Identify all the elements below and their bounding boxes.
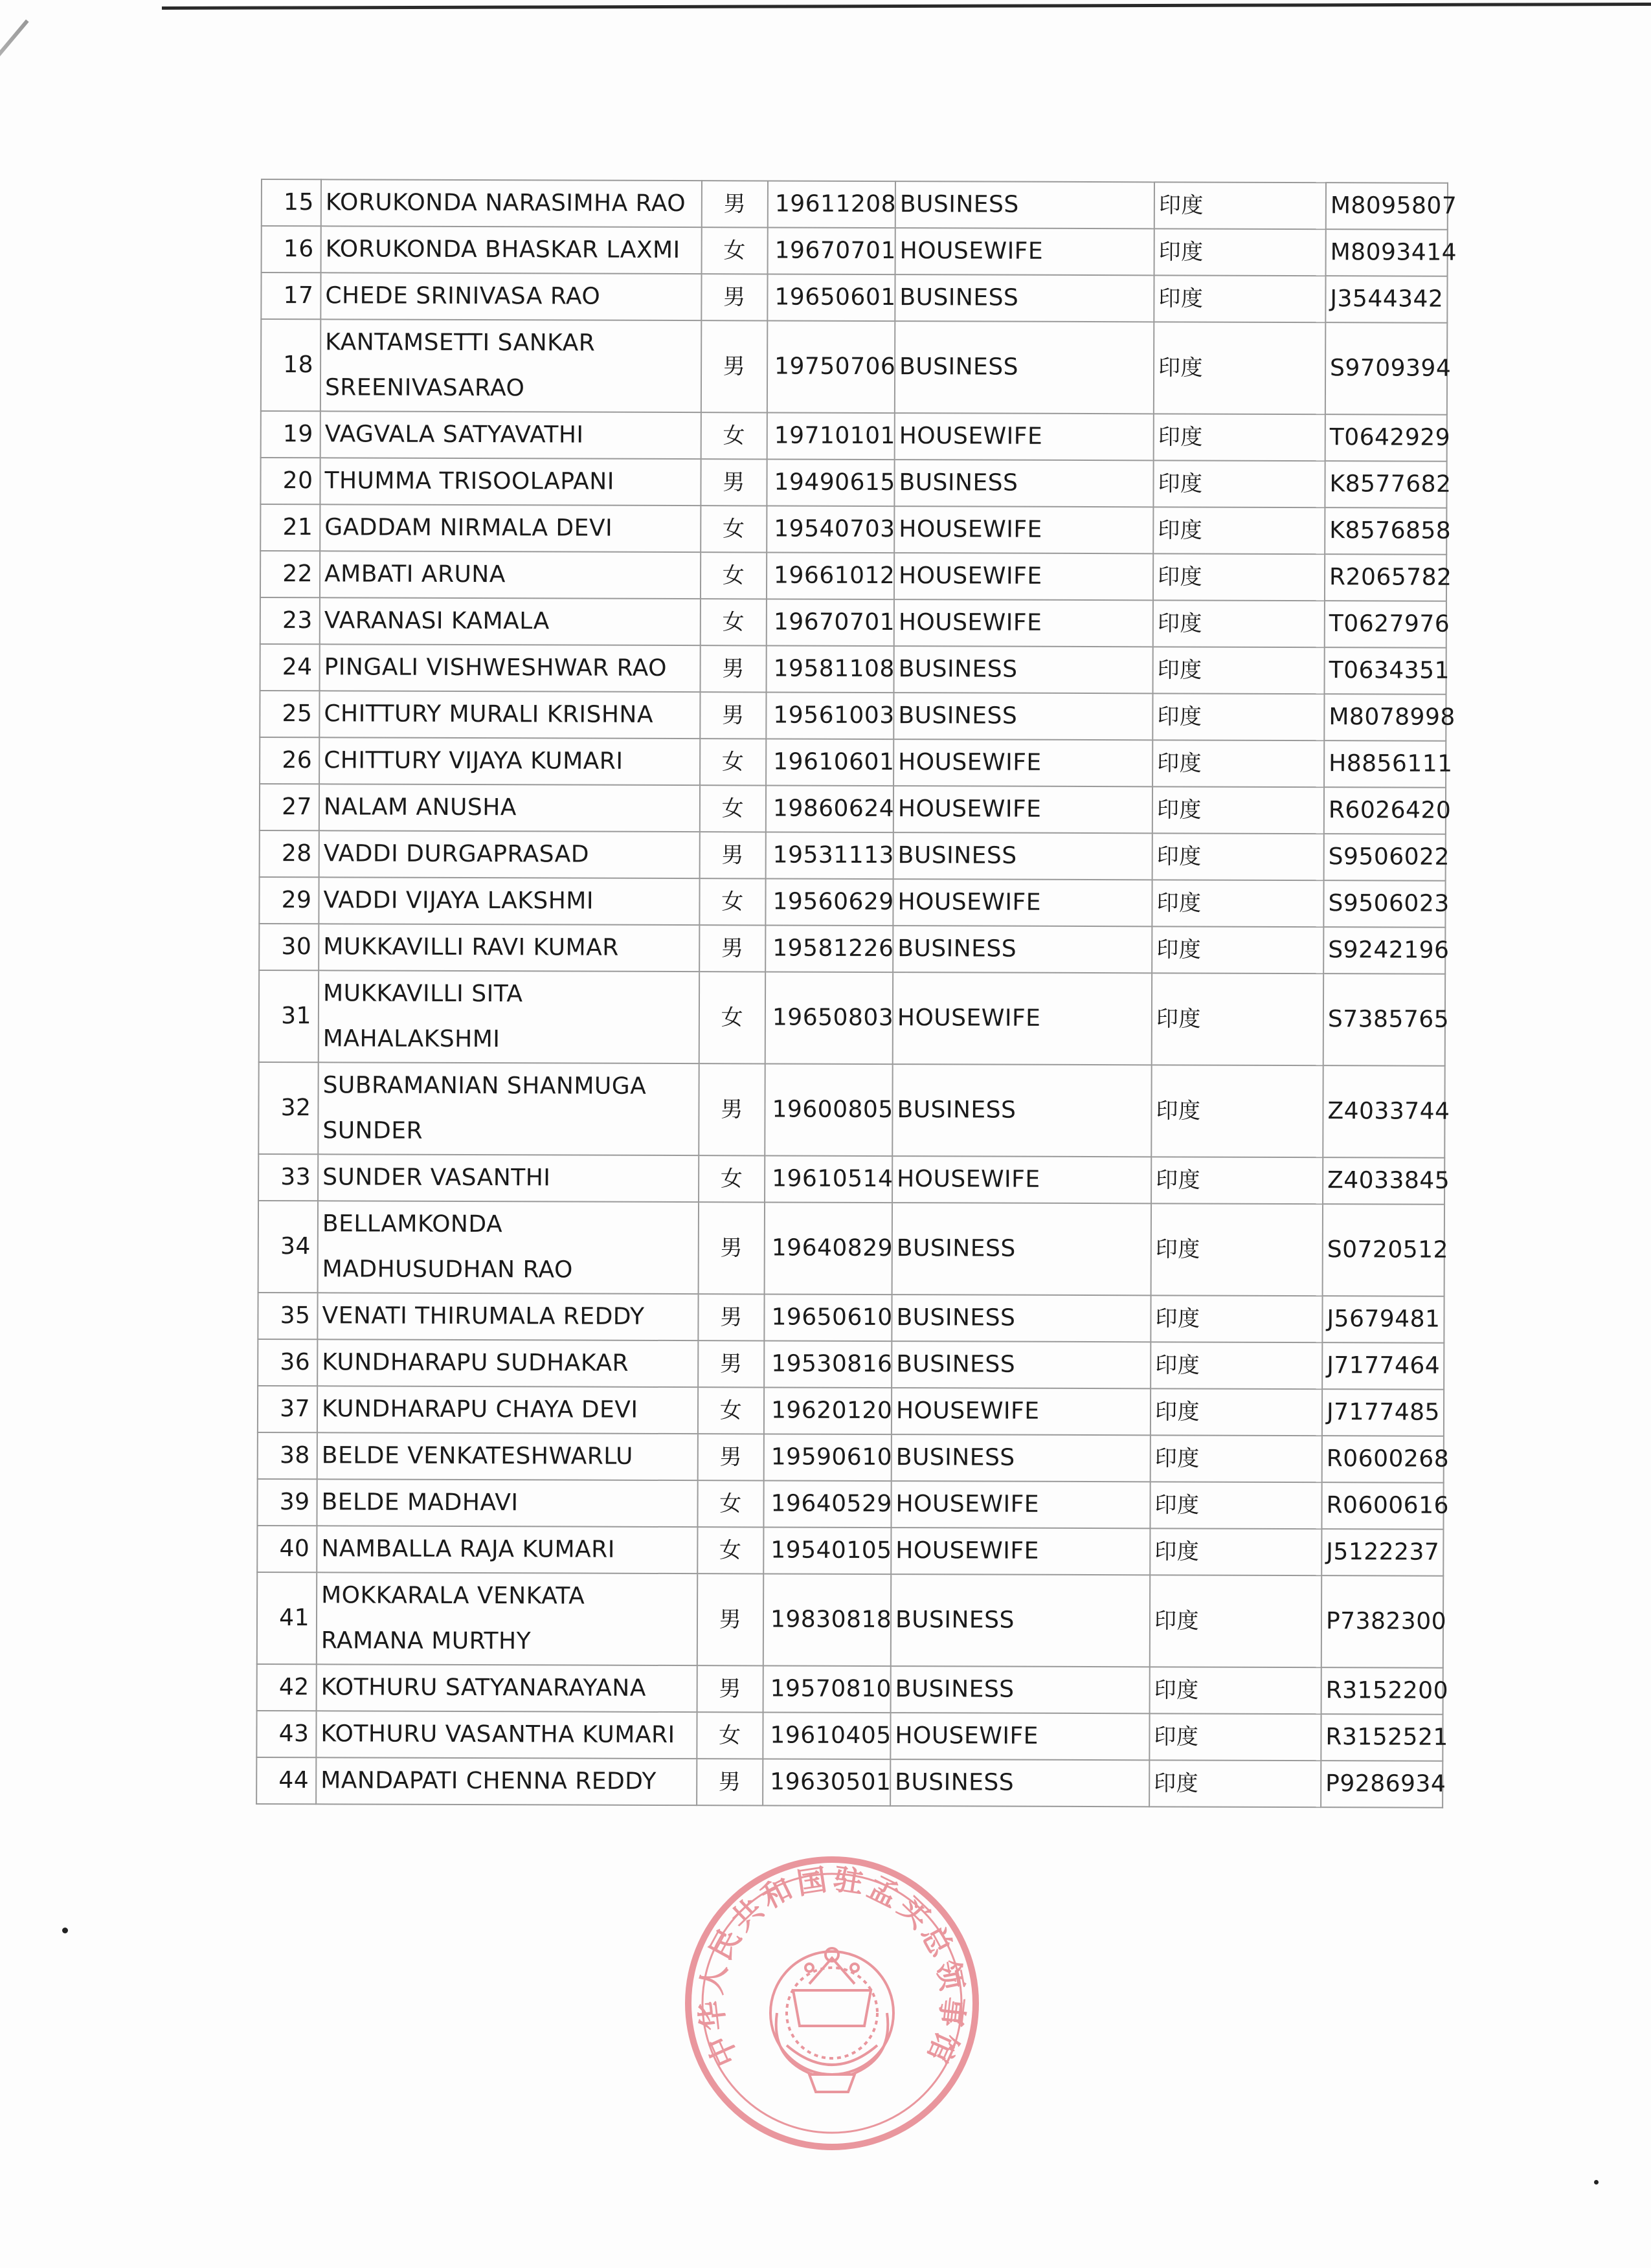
passport-number: R0600616 xyxy=(1321,1482,1443,1529)
birth-date: 19581226 xyxy=(765,925,893,972)
birth-date: 19610405 xyxy=(763,1712,890,1759)
gender-cell: 女 xyxy=(700,785,766,832)
traveler-name: PINGALI VISHWESHWAR RAO xyxy=(320,644,701,692)
row-number: 19 xyxy=(261,411,320,458)
table-row xyxy=(259,924,1445,974)
table-row xyxy=(260,784,1446,834)
nationality: 印度 xyxy=(1152,693,1324,740)
scan-edge-top xyxy=(162,3,1651,19)
gender-cell: 女 xyxy=(701,552,767,599)
scan-edge-left xyxy=(0,19,29,171)
occupation: BUSINESS xyxy=(892,1295,1151,1342)
nationality: 印度 xyxy=(1149,1713,1321,1761)
gender-cell: 男 xyxy=(699,925,765,972)
occupation: HOUSEWIFE xyxy=(894,506,1153,553)
row-number: 27 xyxy=(260,784,319,830)
birth-date: 19570810 xyxy=(763,1665,891,1713)
table-row xyxy=(261,319,1447,415)
row-number: 15 xyxy=(262,179,321,226)
table-row xyxy=(258,1432,1444,1483)
row-number: 40 xyxy=(257,1526,317,1572)
traveler-name: KORUKONDA BHASKAR LAXMI xyxy=(321,226,702,274)
passport-number: J7177464 xyxy=(1322,1342,1444,1390)
occupation: HOUSEWIFE xyxy=(893,739,1152,786)
occupation: BUSINESS xyxy=(893,926,1152,973)
table-row xyxy=(262,226,1448,276)
traveler-name: GADDAM NIRMALA DEVI xyxy=(320,504,701,552)
birth-date: 19600805 xyxy=(765,1063,892,1156)
occupation: HOUSEWIFE xyxy=(894,553,1153,600)
traveler-name: BELLAMKONDA MADHUSUDHAN RAO xyxy=(318,1201,699,1294)
row-number: 18 xyxy=(261,319,320,411)
occupation: HOUSEWIFE xyxy=(891,1481,1150,1528)
traveler-name: KOTHURU VASANTHA KUMARI xyxy=(316,1711,697,1759)
passport-number: Z4033845 xyxy=(1323,1157,1444,1205)
nationality: 印度 xyxy=(1153,507,1325,554)
gender-cell: 男 xyxy=(700,832,766,878)
row-number: 33 xyxy=(258,1154,318,1201)
table-row xyxy=(258,1062,1444,1158)
occupation: HOUSEWIFE xyxy=(891,1528,1150,1575)
table-row xyxy=(258,1154,1444,1205)
table-row xyxy=(261,272,1447,323)
occupation: BUSINESS xyxy=(890,1759,1149,1807)
row-number: 34 xyxy=(258,1201,318,1293)
row-number: 30 xyxy=(259,924,319,970)
traveler-name: BELDE MADHAVI xyxy=(317,1479,697,1527)
nationality: 印度 xyxy=(1153,600,1325,647)
birth-date: 19490615 xyxy=(767,459,894,506)
passport-number: J3544342 xyxy=(1325,276,1447,323)
table-row xyxy=(258,1339,1444,1390)
occupation: HOUSEWIFE xyxy=(890,1713,1149,1760)
passenger-roster-table xyxy=(256,179,1457,1808)
traveler-name: KOTHURU SATYANARAYANA xyxy=(317,1664,697,1712)
table-row xyxy=(259,877,1445,928)
birth-date: 19670701 xyxy=(767,599,894,646)
row-number: 37 xyxy=(258,1386,317,1432)
passport-number: S0720512 xyxy=(1323,1204,1444,1296)
gender-cell: 女 xyxy=(697,1480,763,1527)
gender-cell: 男 xyxy=(701,274,767,320)
traveler-name: VARANASI KAMALA xyxy=(320,597,701,645)
birth-date: 19581108 xyxy=(767,645,894,693)
passport-number: R2065782 xyxy=(1325,554,1446,601)
row-number: 16 xyxy=(262,226,321,272)
gender-cell: 男 xyxy=(701,320,767,412)
scan-speck xyxy=(62,1928,68,1933)
table-row xyxy=(256,1757,1443,1808)
traveler-name: VADDI VIJAYA LAKSHMI xyxy=(319,877,699,925)
row-number: 36 xyxy=(258,1339,317,1386)
traveler-name: MUKKAVILLI SITA MAHALAKSHMI xyxy=(319,970,699,1063)
table-row xyxy=(257,1526,1443,1576)
row-number: 35 xyxy=(258,1293,317,1339)
passport-number: K8576858 xyxy=(1325,507,1446,555)
row-number: 21 xyxy=(260,504,320,551)
passport-number: S9506022 xyxy=(1324,834,1446,881)
occupation: BUSINESS xyxy=(894,460,1153,507)
traveler-name: BELDE VENKATESHWARLU xyxy=(317,1432,698,1480)
birth-date: 19630501 xyxy=(763,1759,890,1806)
traveler-name: SUNDER VASANTHI xyxy=(318,1154,699,1202)
row-number: 44 xyxy=(256,1757,316,1804)
traveler-name: CHITTURY VIJAYA KUMARI xyxy=(319,737,700,785)
passport-number: J5122237 xyxy=(1321,1529,1443,1576)
birth-date: 19650803 xyxy=(765,972,893,1064)
occupation: BUSINESS xyxy=(895,181,1154,228)
passport-number: J7177485 xyxy=(1322,1389,1444,1436)
passport-number: T0627976 xyxy=(1325,601,1446,648)
traveler-name: VADDI DURGAPRASAD xyxy=(319,830,700,878)
occupation: BUSINESS xyxy=(892,1341,1151,1388)
passport-number: J5679481 xyxy=(1322,1296,1444,1343)
occupation: HOUSEWIFE xyxy=(892,1156,1151,1203)
nationality: 印度 xyxy=(1154,228,1326,276)
birth-date: 19530816 xyxy=(764,1340,892,1388)
table-row xyxy=(258,1201,1444,1296)
nationality: 印度 xyxy=(1152,833,1324,880)
passport-number: S9506023 xyxy=(1323,880,1445,928)
gender-cell: 女 xyxy=(697,1712,763,1759)
traveler-name: CHEDE SRINIVASA RAO xyxy=(320,272,701,320)
birth-date: 19830818 xyxy=(763,1573,891,1666)
birth-date: 19590610 xyxy=(764,1434,892,1481)
passport-number: M8093414 xyxy=(1326,229,1448,276)
occupation: BUSINESS xyxy=(894,646,1153,693)
passport-number: H8856111 xyxy=(1324,740,1446,788)
occupation: BUSINESS xyxy=(891,1574,1150,1667)
traveler-name: SUBRAMANIAN SHANMUGA SUNDER xyxy=(318,1062,699,1155)
birth-date: 19610601 xyxy=(766,739,893,786)
gender-cell: 女 xyxy=(699,972,765,1063)
gender-cell: 男 xyxy=(700,692,766,739)
roster-body xyxy=(256,179,1457,1808)
birth-date: 19560629 xyxy=(765,878,893,926)
nationality: 印度 xyxy=(1154,322,1325,414)
nationality: 印度 xyxy=(1151,1388,1322,1436)
table-row xyxy=(260,644,1446,695)
table-row xyxy=(258,1386,1444,1436)
gender-cell: 男 xyxy=(697,1573,763,1665)
birth-date: 19710101 xyxy=(767,412,895,460)
nationality: 印度 xyxy=(1154,275,1325,322)
row-number: 42 xyxy=(257,1664,317,1711)
gender-cell: 女 xyxy=(699,1155,765,1202)
gender-cell: 男 xyxy=(701,645,767,692)
passport-number: M8095807 xyxy=(1326,183,1448,230)
row-number: 26 xyxy=(260,737,319,784)
traveler-name: CHITTURY MURALI KRISHNA xyxy=(319,691,700,739)
gender-cell: 男 xyxy=(698,1294,764,1340)
occupation: BUSINESS xyxy=(892,1064,1151,1157)
gender-cell: 男 xyxy=(702,181,768,227)
traveler-name: MOKKARALA VENKATA RAMANA MURTHY xyxy=(317,1572,697,1665)
table-row xyxy=(256,1711,1443,1761)
occupation: BUSINESS xyxy=(893,832,1152,880)
occupation: HOUSEWIFE xyxy=(893,972,1152,1065)
row-number: 22 xyxy=(260,551,320,597)
table-row xyxy=(260,597,1446,648)
nationality: 印度 xyxy=(1154,414,1325,461)
gender-cell: 女 xyxy=(700,739,766,785)
table-row xyxy=(260,691,1446,741)
traveler-name: VENATI THIRUMALA REDDY xyxy=(317,1293,698,1340)
passport-number: P9286934 xyxy=(1321,1761,1443,1808)
scan-speck xyxy=(1594,2180,1599,2185)
passport-number: S9242196 xyxy=(1323,927,1445,974)
nationality: 印度 xyxy=(1151,1157,1323,1204)
row-number: 43 xyxy=(256,1711,316,1757)
nationality: 印度 xyxy=(1150,1528,1321,1575)
birth-date: 19610514 xyxy=(765,1155,892,1203)
nationality: 印度 xyxy=(1153,647,1325,694)
traveler-name: THUMMA TRISOOLAPANI xyxy=(320,458,701,506)
traveler-name: MUKKAVILLI RAVI KUMAR xyxy=(319,924,699,972)
birth-date: 19540105 xyxy=(763,1527,891,1574)
gender-cell: 男 xyxy=(697,1759,763,1805)
passport-number: T0634351 xyxy=(1325,647,1446,695)
birth-date: 19640829 xyxy=(765,1202,892,1295)
nationality: 印度 xyxy=(1154,182,1326,229)
nationality: 印度 xyxy=(1153,553,1325,601)
nationality: 印度 xyxy=(1151,1295,1322,1342)
row-number: 25 xyxy=(260,691,319,737)
occupation: BUSINESS xyxy=(892,1203,1151,1295)
passport-number: M8078998 xyxy=(1324,694,1446,741)
table-row xyxy=(260,830,1446,881)
table-row xyxy=(257,1664,1443,1715)
passport-number: T0642929 xyxy=(1325,414,1447,461)
occupation: HOUSEWIFE xyxy=(895,413,1154,460)
occupation: HOUSEWIFE xyxy=(893,786,1152,833)
traveler-name: KUNDHARAPU CHAYA DEVI xyxy=(317,1386,698,1434)
birth-date: 19670701 xyxy=(768,227,895,274)
birth-date: 19540703 xyxy=(767,506,894,553)
occupation: HOUSEWIFE xyxy=(893,879,1152,926)
row-number: 39 xyxy=(257,1479,317,1526)
row-number: 32 xyxy=(258,1062,318,1154)
gender-cell: 男 xyxy=(701,459,767,506)
row-number: 31 xyxy=(259,970,319,1062)
nationality: 印度 xyxy=(1150,1482,1321,1529)
occupation: BUSINESS xyxy=(891,1666,1150,1713)
nationality: 印度 xyxy=(1150,1667,1321,1714)
gender-cell: 女 xyxy=(701,506,767,552)
nationality: 印度 xyxy=(1152,926,1323,973)
nationality: 印度 xyxy=(1152,973,1323,1065)
table-row xyxy=(257,1572,1443,1668)
occupation: BUSINESS xyxy=(895,274,1154,322)
table-row xyxy=(257,1479,1443,1529)
gender-cell: 男 xyxy=(698,1340,764,1387)
nationality: 印度 xyxy=(1151,1203,1323,1296)
table-row xyxy=(259,970,1445,1066)
passport-number: R0600268 xyxy=(1322,1436,1444,1483)
nationality: 印度 xyxy=(1151,1435,1322,1482)
gender-cell: 男 xyxy=(699,1202,765,1294)
passport-number: S7385765 xyxy=(1323,973,1445,1066)
nationality: 印度 xyxy=(1153,460,1325,507)
nationality: 印度 xyxy=(1152,740,1324,787)
gender-cell: 男 xyxy=(699,1063,765,1155)
table-row xyxy=(258,1293,1444,1343)
gender-cell: 女 xyxy=(699,878,765,925)
occupation: HOUSEWIFE xyxy=(895,228,1154,275)
traveler-name: MANDAPATI CHENNA REDDY xyxy=(316,1757,697,1805)
nationality: 印度 xyxy=(1152,880,1323,927)
table-row xyxy=(260,737,1446,788)
birth-date: 19650601 xyxy=(767,274,895,321)
table-row xyxy=(260,504,1446,555)
birth-date: 19531113 xyxy=(766,832,893,879)
row-number: 29 xyxy=(259,877,319,924)
birth-date: 19860624 xyxy=(766,785,893,832)
table-row xyxy=(260,551,1446,601)
traveler-name: KUNDHARAPU SUDHAKAR xyxy=(317,1339,698,1387)
traveler-name: AMBATI ARUNA xyxy=(320,551,701,599)
nationality: 印度 xyxy=(1149,1760,1321,1807)
occupation: BUSINESS xyxy=(893,693,1152,740)
occupation: BUSINESS xyxy=(892,1434,1151,1482)
gender-cell: 男 xyxy=(697,1665,763,1712)
birth-date: 19561003 xyxy=(766,692,893,739)
birth-date: 19750706 xyxy=(767,320,895,413)
table-row xyxy=(260,458,1446,508)
traveler-name: NAMBALLA RAJA KUMARI xyxy=(317,1526,697,1573)
passport-number: K8577682 xyxy=(1325,461,1446,508)
birth-date: 19661012 xyxy=(767,552,894,599)
row-number: 28 xyxy=(260,830,319,877)
birth-date: 19620120 xyxy=(764,1387,892,1434)
passport-number: R3152521 xyxy=(1321,1714,1443,1761)
birth-date: 19640529 xyxy=(763,1480,891,1528)
nationality: 印度 xyxy=(1151,1065,1323,1157)
gender-cell: 女 xyxy=(701,412,767,459)
birth-date: 19650610 xyxy=(764,1294,892,1341)
gender-cell: 女 xyxy=(698,1387,764,1434)
traveler-name: VAGVALA SATYAVATHI xyxy=(320,411,701,459)
row-number: 20 xyxy=(260,458,320,504)
row-number: 23 xyxy=(260,597,320,644)
occupation: HOUSEWIFE xyxy=(892,1388,1151,1435)
traveler-name: KORUKONDA NARASIMHA RAO xyxy=(321,179,702,227)
gender-cell: 女 xyxy=(701,599,767,645)
passport-number: Z4033744 xyxy=(1323,1065,1444,1158)
row-number: 41 xyxy=(257,1572,317,1664)
traveler-name: NALAM ANUSHA xyxy=(319,784,700,832)
table-row xyxy=(262,179,1448,230)
passport-number: R3152200 xyxy=(1321,1667,1443,1715)
traveler-name: KANTAMSETTI SANKAR SREENIVASARAO xyxy=(320,319,701,412)
row-number: 24 xyxy=(260,644,320,691)
passport-number: P7382300 xyxy=(1321,1575,1443,1668)
gender-cell: 男 xyxy=(698,1434,764,1480)
passport-number: S9709394 xyxy=(1325,322,1447,415)
consulate-seal xyxy=(680,1851,984,2155)
nationality: 印度 xyxy=(1150,1575,1321,1667)
occupation: BUSINESS xyxy=(895,321,1154,414)
gender-cell: 女 xyxy=(702,227,768,274)
row-number: 38 xyxy=(258,1432,317,1479)
row-number: 17 xyxy=(261,272,320,319)
birth-date: 19611208 xyxy=(768,181,895,228)
seal-inscription: 中华人民共和国驻孟买总领事馆 xyxy=(693,1861,971,2072)
passport-number: R6026420 xyxy=(1324,787,1446,834)
table-row xyxy=(261,411,1447,461)
nationality: 印度 xyxy=(1152,786,1324,834)
gender-cell: 女 xyxy=(697,1527,763,1573)
occupation: HOUSEWIFE xyxy=(894,599,1153,647)
nationality: 印度 xyxy=(1151,1342,1322,1389)
